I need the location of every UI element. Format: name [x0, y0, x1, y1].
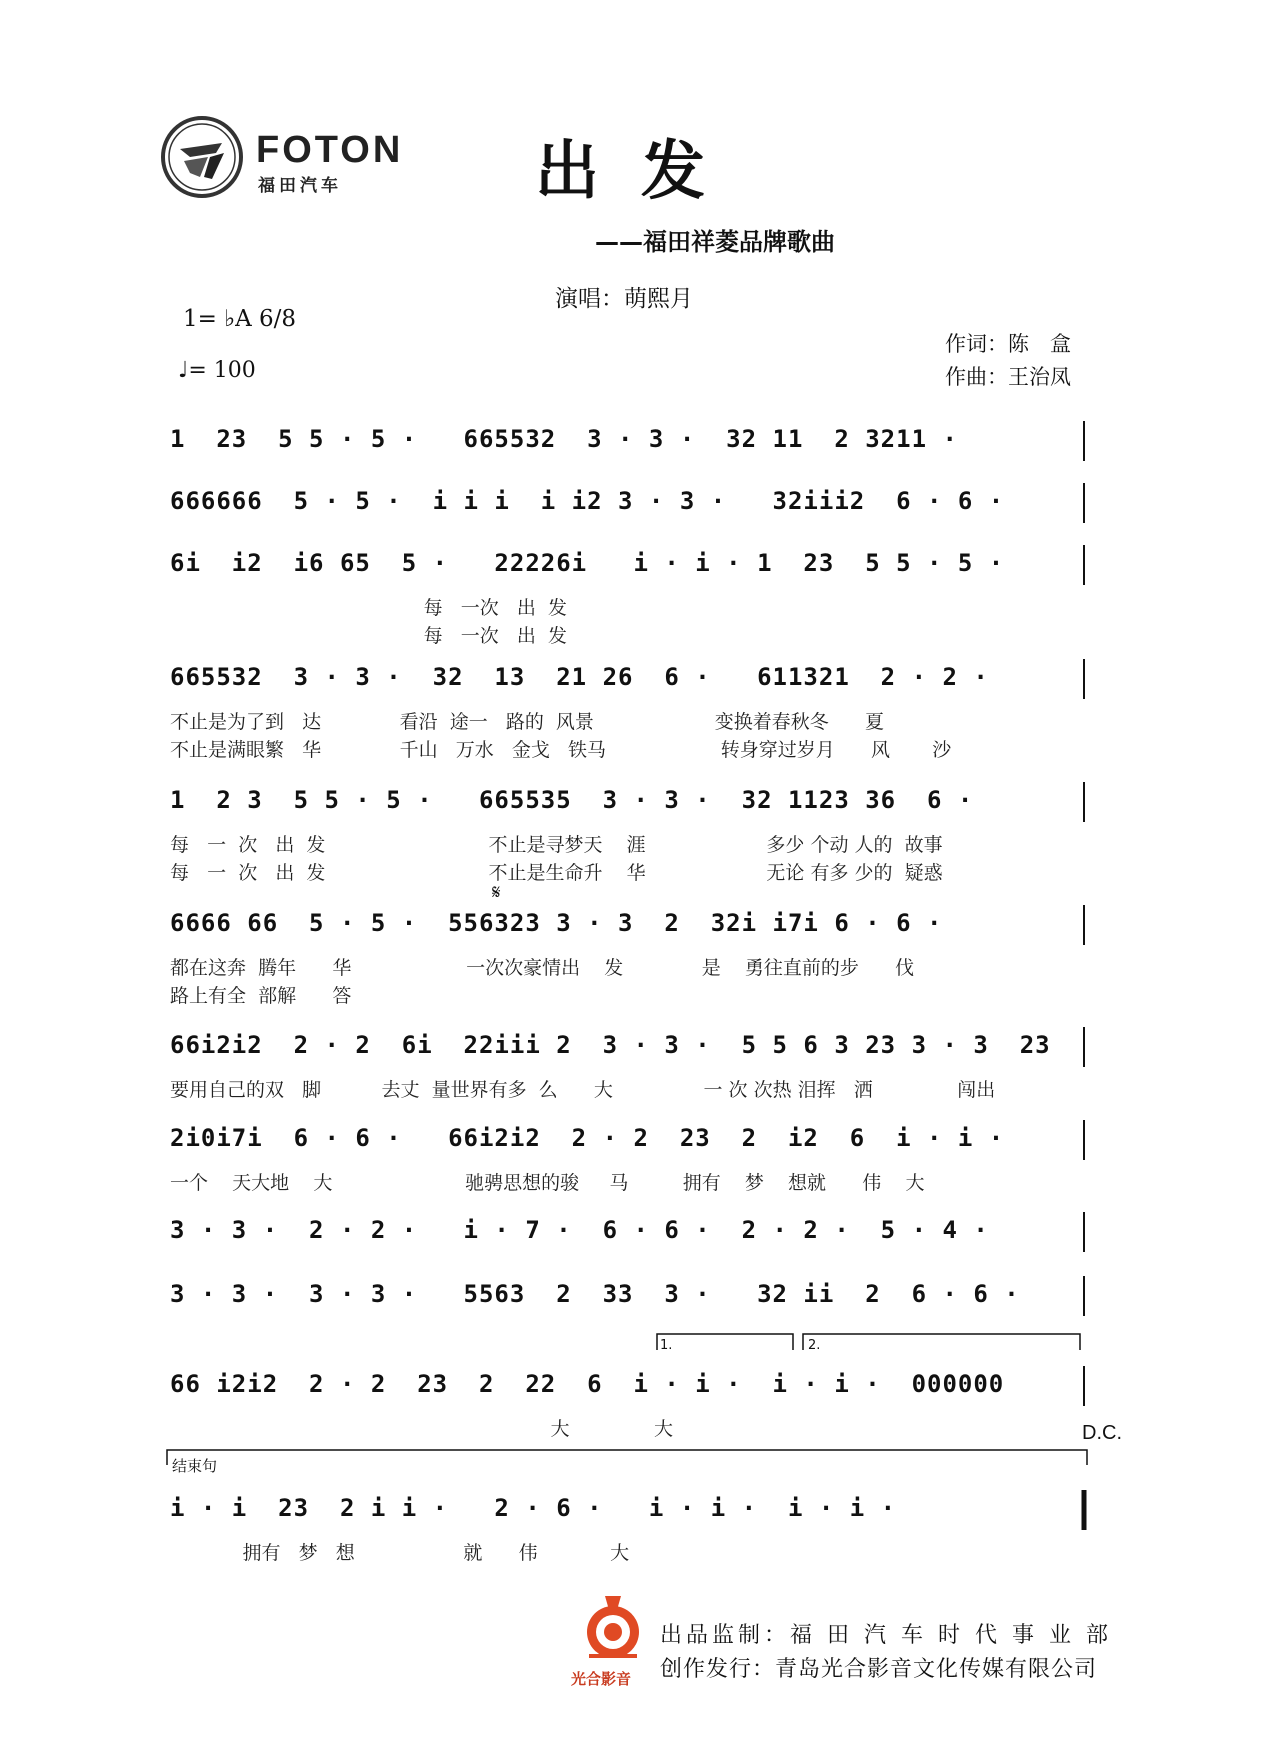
score-row-notes: 665532 3 · 3 · 32 13 21 26 6 · 611321 2 · 2 ·: [170, 663, 989, 691]
singer-credit: 演唱：萌熙月: [555, 286, 693, 312]
bar-lines: [170, 421, 1100, 465]
bar-lines: [170, 1120, 1100, 1164]
score-row-notes: 1 23 5 5 · 5 · 665532 3 · 3 · 32 11 2 3211 ·: [170, 425, 958, 453]
tempo-marking: ♩= 100: [178, 358, 256, 383]
da-capo-mark: D.C.: [1082, 1422, 1122, 1444]
lyrics-verse-1: 要用自己的双 脚 去丈 量世界有多 么 大 一 次 次热 泪挥 洒 闯出: [170, 1079, 996, 1101]
score-row-notes: 1 2 3 5 5 · 5 · 665535 3 · 3 · 32 1123 36 6 ·: [170, 786, 974, 814]
song-title: 出发: [535, 135, 747, 209]
score-row-notes: i · i 23 2 i i · 2 · 6 · i · i · i · i ·: [170, 1494, 897, 1522]
lyrics-verse-1: 不止是为了到 达 看沿 途一 路的 风景 变换着春秋冬 夏: [170, 711, 884, 733]
brand-name-cn: 福田汽车: [258, 176, 342, 196]
score-row-notes: 666666 5 · 5 · i i i i i2 3 · 3 · 32iii2 6 · 6 ·: [170, 487, 1005, 515]
bar-lines: [170, 782, 1100, 826]
publisher-logo-text: 光合影音: [571, 1670, 632, 1688]
bar-lines: [170, 545, 1100, 589]
composer-credit: 作曲：王治凤: [945, 365, 1071, 389]
bar-lines: [170, 905, 1100, 949]
lyrics-verse-2: 路上有全 部解 答: [170, 985, 352, 1007]
key-signature: 1= ♭A 6/8: [183, 306, 297, 332]
score-row-notes: 66 i2i2 2 · 2 23 2 22 6 i · i · i · i · 000000: [170, 1370, 1005, 1398]
bar-lines: [170, 1490, 1100, 1534]
lyrics-verse-2: 不止是满眼繁 华 千山 万水 金戈 铁马 转身穿过岁月 风 沙: [170, 739, 952, 761]
foton-logo-mark-icon: [160, 115, 244, 199]
lyrics-verse-1: 拥有 梦 想 就 伟 大: [170, 1542, 630, 1564]
score-row-notes: 2i0i7i 6 · 6 · 66i2i2 2 · 2 23 2 i2 6 i · i ·: [170, 1124, 1005, 1152]
score-row-notes: 3 · 3 · 3 · 3 · 5563 2 33 3 · 32 ii 2 6 · 6 ·: [170, 1280, 1020, 1308]
bar-lines: [170, 659, 1100, 703]
first-ending-label: 1.: [660, 1338, 673, 1353]
segno-sign: 𝄋: [492, 880, 501, 904]
lyricist-credit: 作词：陈 盒: [945, 332, 1071, 356]
lyrics-verse-1: 都在这奔 腾年 华 一次次豪情出 发 是 勇往直前的步 伐: [170, 957, 915, 979]
bar-lines: [170, 1366, 1100, 1410]
bar-lines: [170, 1276, 1100, 1320]
lyrics-verse-1: 大 大: [170, 1418, 674, 1440]
score-row-notes: 3 · 3 · 2 · 2 · i · 7 · 6 · 6 · 2 · 2 · 5 · 4 ·: [170, 1216, 989, 1244]
brand-name-en: FOTON: [256, 129, 404, 171]
ending-bracket: [165, 1448, 1090, 1466]
lyrics-verse-2: 每 一次 出 发: [170, 625, 567, 647]
lyrics-verse-1: 每 一次 出 发: [170, 597, 567, 619]
lyrics-verse-2: 每 一 次 出 发 不止是生命升 华 无论 有多 少的 疑惑: [170, 862, 943, 884]
score-row-notes: 66i2i2 2 · 2 6i 22iii 2 3 · 3 · 5 5 6 3 23 3 · 3 23: [170, 1031, 1051, 1059]
score-row-notes: 6666 66 5 · 5 · 556323 3 · 3 2 32i i7i 6 · 6 ·: [170, 909, 943, 937]
bar-lines: [170, 1212, 1100, 1256]
song-subtitle: ——福田祥菱品牌歌曲: [595, 228, 835, 256]
bar-lines: [170, 483, 1100, 527]
publisher-credit: 创作发行：青岛光合影音文化传媒有限公司: [660, 1657, 1098, 1682]
bar-lines: [170, 1027, 1100, 1071]
volta-brackets: [655, 1332, 1085, 1352]
score-row-notes: 6i i2 i6 65 5 · 22226i i · i · 1 23 5 5 · 5 ·: [170, 549, 1005, 577]
foton-logo: [160, 115, 450, 210]
lyrics-verse-1: 一个 天大地 大 驰骋思想的骏 马 拥有 梦 想就 伟 大: [170, 1172, 925, 1194]
producer-credit: 出品监制：福 田 汽 车 时 代 事 业 部: [660, 1623, 1112, 1648]
second-ending-label: 2.: [808, 1338, 821, 1353]
ending-label: 结束句: [172, 1457, 218, 1475]
lyrics-verse-1: 每 一 次 出 发 不止是寻梦天 涯 多少 个动 人的 故事: [170, 834, 943, 856]
